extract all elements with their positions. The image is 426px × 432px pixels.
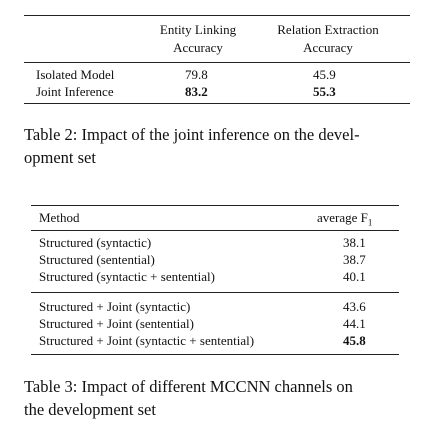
row-label: Structured (syntactic + sentential) [39, 269, 215, 284]
metric-name: average F [317, 210, 368, 225]
header-line: Relation Extraction [277, 22, 379, 37]
row-value: 40.1 [343, 269, 366, 284]
row-label: Isolated Model [36, 67, 115, 82]
row-label: Structured + Joint (syntactic + sentential) [39, 333, 255, 348]
row-value: 45.8 [343, 333, 366, 348]
relation-extraction-value: 45.9 [313, 67, 336, 82]
caption-line: opment set [24, 148, 96, 167]
table-mid-rule [24, 62, 410, 63]
table-3-caption [24, 375, 419, 421]
metric-subscript: 1 [367, 217, 373, 228]
header-line: Entity Linking [159, 22, 237, 37]
column-header-entity-linking [150, 22, 246, 56]
caption-line: the development set [24, 400, 156, 419]
entity-linking-value: 83.2 [185, 84, 208, 99]
row-label: Joint Inference [36, 84, 114, 99]
table-3 [31, 202, 399, 362]
table-top-rule [24, 15, 410, 16]
row-label: Structured (syntactic) [39, 235, 152, 250]
table-header-rule [31, 230, 399, 231]
row-value: 38.7 [343, 252, 366, 267]
table-top-rule [31, 205, 399, 206]
relation-extraction-value: 55.3 [313, 84, 336, 99]
table-bottom-rule [31, 354, 399, 355]
table-group-rule [31, 292, 399, 293]
caption-line: Table 3: Impact of different MCCNN channels on [24, 377, 353, 396]
row-value: 43.6 [343, 299, 366, 314]
caption-line: Table 2: Impact of the joint inference on the devel- [24, 125, 360, 144]
row-value: 44.1 [343, 316, 366, 331]
row-label: Structured (sentential) [39, 252, 155, 267]
header-line: Accuracy [303, 40, 353, 55]
header-line: Accuracy [173, 40, 223, 55]
row-value: 38.1 [343, 235, 366, 250]
column-header-method: Method [39, 210, 80, 225]
row-label: Structured + Joint (syntactic) [39, 299, 191, 314]
table-2-caption [24, 123, 414, 169]
row-label: Structured + Joint (sentential) [39, 316, 194, 331]
column-header-average-f1 [317, 210, 372, 228]
entity-linking-value: 79.8 [185, 67, 208, 82]
column-header-relation-extraction [262, 22, 394, 56]
table-bottom-rule [24, 103, 410, 104]
